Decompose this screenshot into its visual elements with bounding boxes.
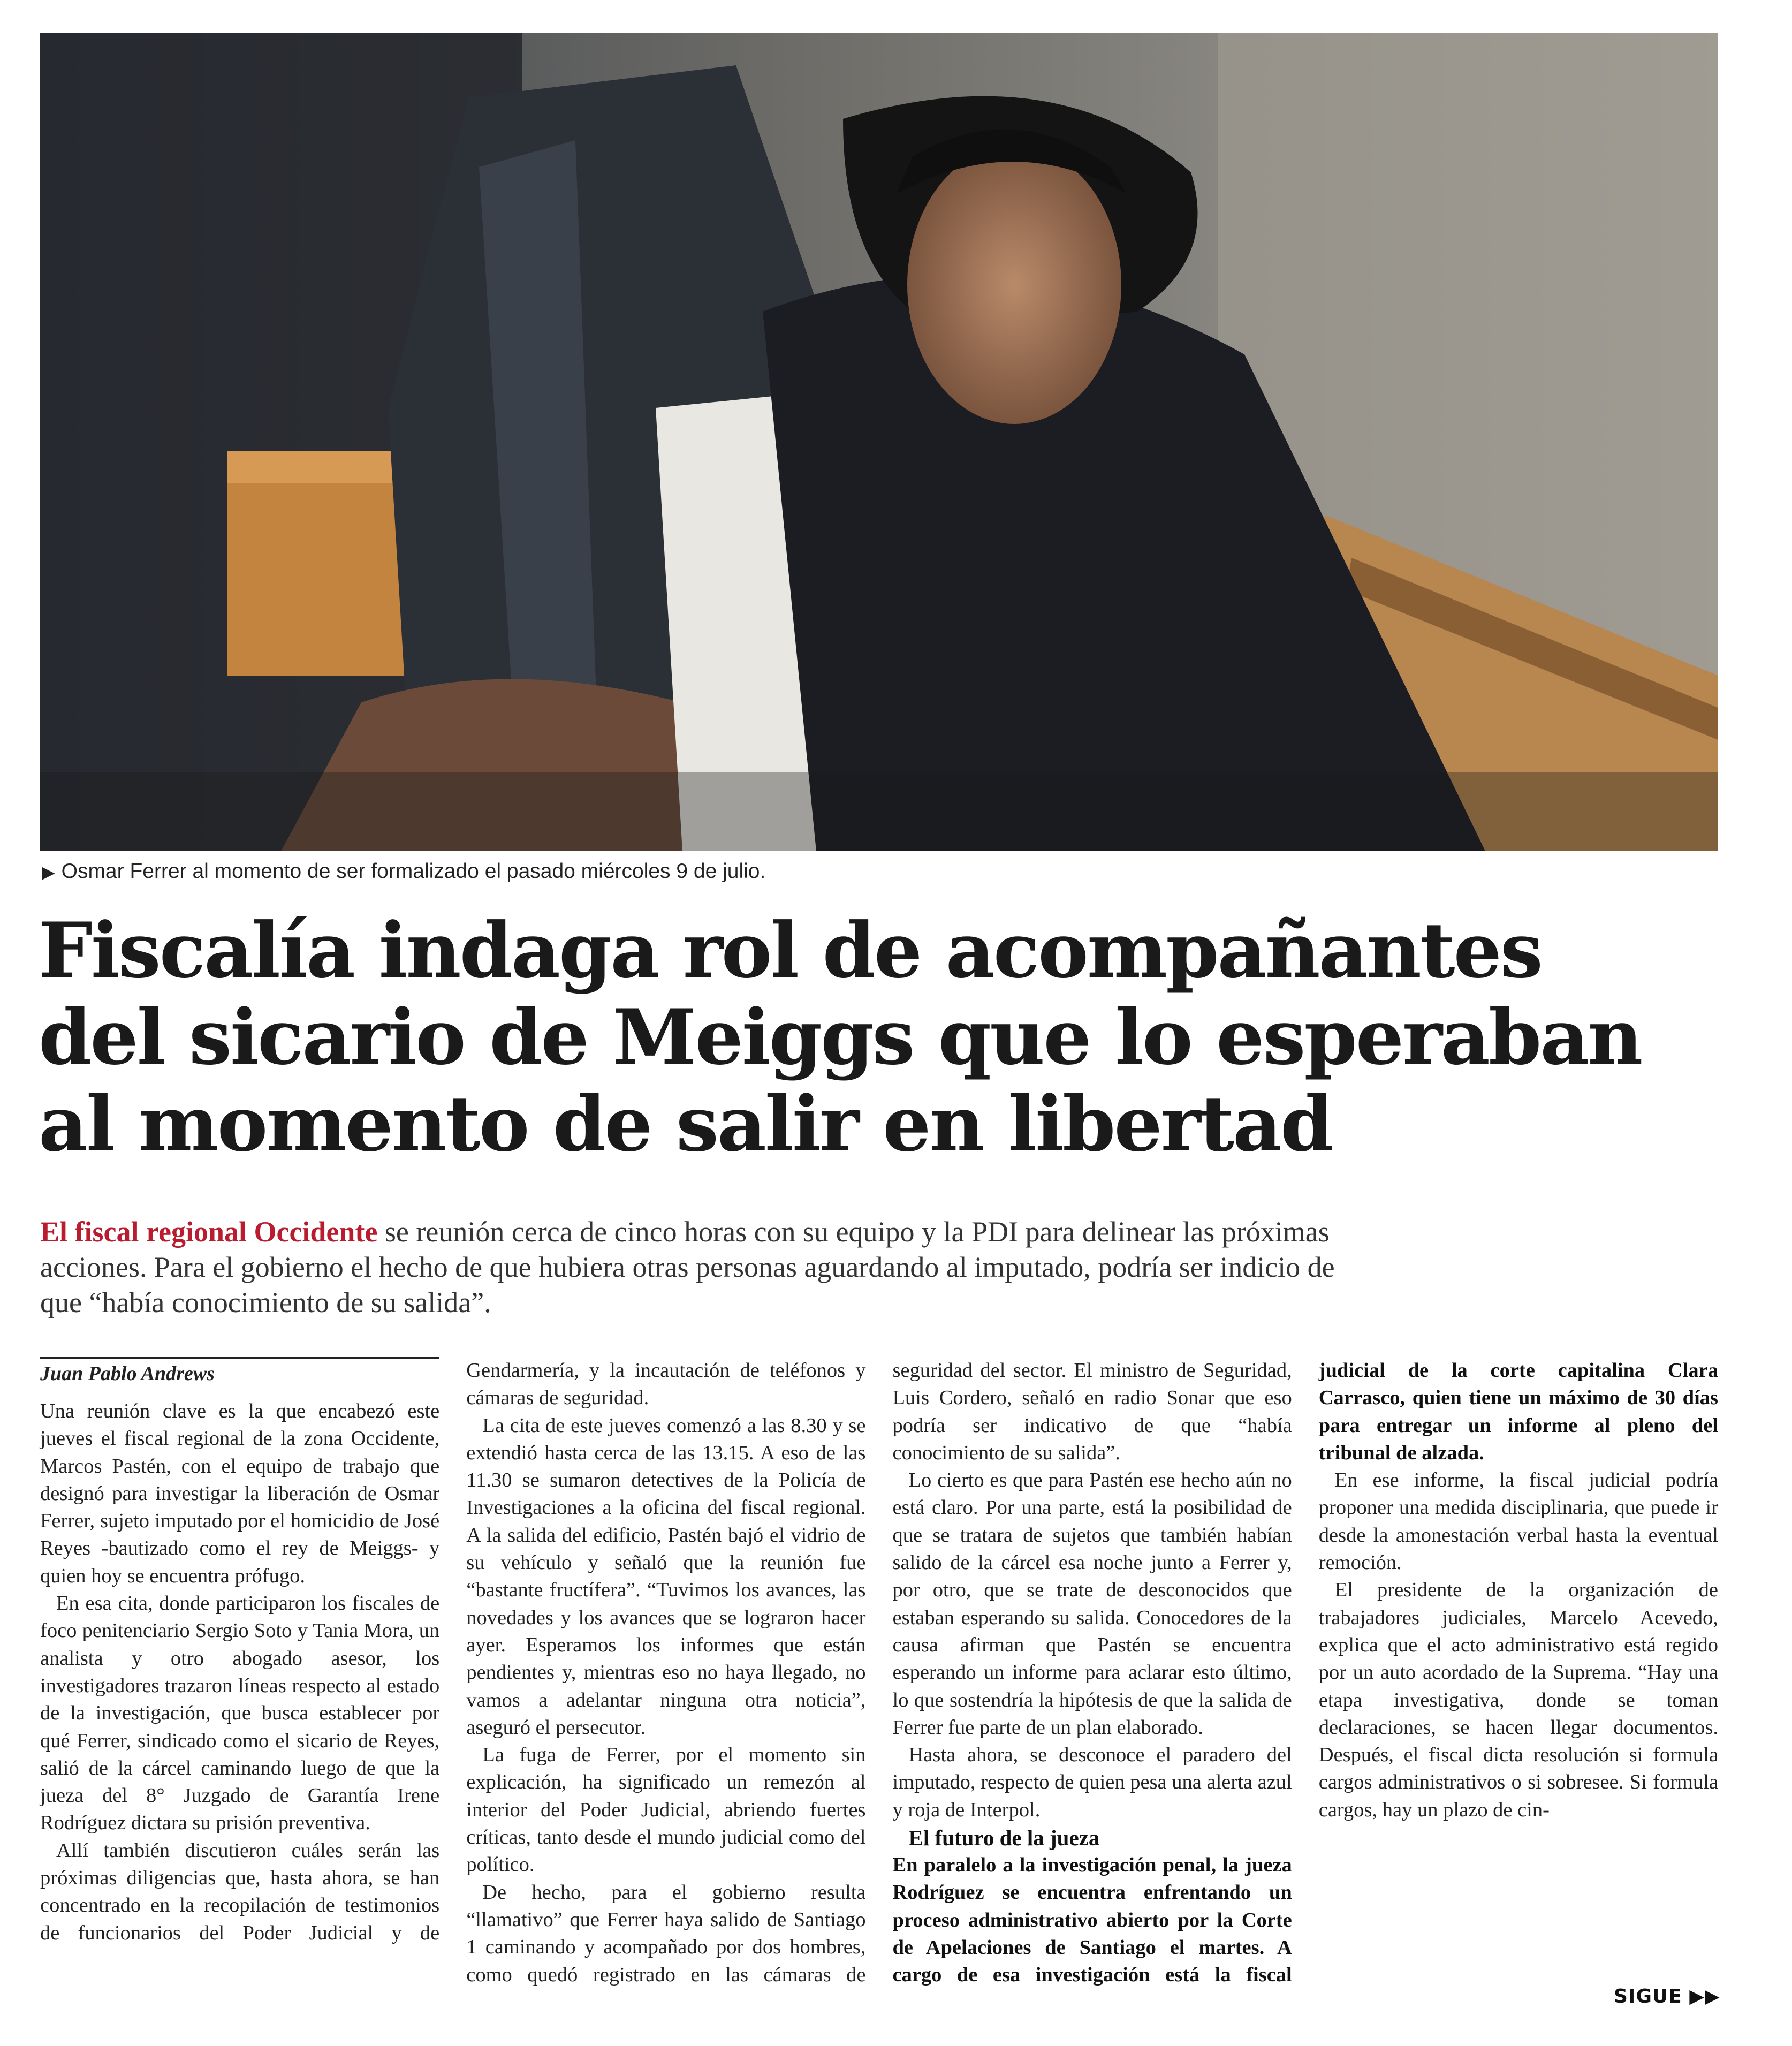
lead-paragraph [40, 1214, 1368, 1320]
headline-line-1: Fiscalía indaga rol de acompañantes [39, 906, 1542, 995]
body-paragraph: En esa cita, donde participaron los fiscales de foco penitenciario Sergio Soto y Tania Mora, un analista y otro abogado asesor, los investigadores trazaron líneas respecto al estado de la investigación, que busca establecer por qué Ferrer, sindicado como el sicario de Reyes, salió de la cárcel caminando luego de que la jueza del 8° Juzgado de Garantía Irene Rodríguez dictara su prisión preventiva. [40, 1592, 440, 1835]
body-paragraph: Hasta ahora, se desconoce el paradero del imputado, respecto de quien pesa una alerta azul y roja de Interpol. [892, 1744, 1292, 1821]
article-photo [40, 33, 1718, 851]
body-paragraph: La cita de este jueves comenzó a las 8.30 y se extendió hasta cerca de las 13.15. A eso de las 11.30 se sumaron detectives de la Policía de Investigaciones a la oficina del fiscal regional. A la salida del edificio, Pastén bajó el vidrio de su vehículo y señaló que la reunión fue “bastante fructífera”. “Tuvimos los avances, las novedades y los avances que se lograron hacer ayer. Esperamos los informes que están pendientes y, mientras eso no haya llegado, no vamos a adelantar ninguna otra noticia”, aseguró el persecutor. [466, 1414, 866, 1739]
headline [39, 907, 1751, 1168]
lead-highlight: El fiscal regional Occidente [40, 1216, 378, 1248]
caption-arrow-icon: ▶ [42, 862, 55, 882]
byline [40, 1357, 439, 1391]
body-paragraph: De hecho, para el gobierno resulta “llamativo” que Ferrer haya salido de Santiago 1 caminando y acompañado por dos hombres, como quedó registrado en las cámaras de seguridad del sector. El ministro de Seguridad, Luis Cordero, señaló en radio Sonar que eso podría ser indicativo de que “había conocimiento de su salida”. [466, 1359, 1292, 1986]
body-paragraph: Lo cierto es que para Pastén ese hecho aún no está claro. Por una parte, está la posibilidad de que se tratara de sujetos que también habían salido de la cárcel esa noche junto a Ferrer y, por otro, que se trate de desconocidos que estaban esperando su salida. Conocedores de la causa afirman que Pastén se encuentra esperando un informe para aclarar esto último, lo que sostendría la hipótesis de que la salida de Ferrer fue parte de un plan elaborado. [892, 1469, 1292, 1739]
body-paragraph-bold: En paralelo a la investigación penal, la jueza Rodríguez se encuentra enfrentando un proceso administrativo abierto por la Corte de Apelaciones de Santiago el martes. A cargo de esa investigación está la fiscal judicial de la corte capitalina Clara Carrasco, quien tiene un máximo de 30 días para entregar un informe al pleno del tribunal de alzada. [892, 1359, 1718, 1987]
body-paragraph: Allí también discutieron cuáles serán las próximas diligencias que, hasta ahora, se han concentrado en la recopilación de testimonios de funcionarios del Poder Judicial y de Gendarmería, y la incautación de teléfonos y cámaras de seguridad. [40, 1359, 866, 1944]
article-body [40, 1357, 1718, 1999]
subheading: El futuro de la jueza [908, 1825, 1100, 1851]
photo-caption [42, 855, 1701, 888]
headline-line-3: al momento de salir en libertad [39, 1080, 1332, 1169]
body-paragraph: Una reunión clave es la que encabezó este jueves el fiscal regional de la zona Occidente, Marcos Pastén, con el equipo de trabajo que designó para investigar la liberación de Osmar Ferrer, sujeto imputado por el homicidio de José Reyes -bautizado como el rey de Meiggs- y quien hoy se encuentra prófugo. [40, 1400, 440, 1587]
body-paragraph: En ese informe, la fiscal judicial podría proponer una medida disciplinaria, que puede ir desde la amonestación verbal hasta la eventual remoción. [1318, 1469, 1718, 1574]
body-paragraph: El presidente de la organización de trabajadores judiciales, Marcelo Acevedo, explica que el acto administrativo está regido por un auto acordado de la Suprema. “Hay una etapa investigativa, donde se toman declaraciones, se hacen llegar documentos. Después, el fiscal dicta resolución si formula cargos administrativos o si sobresee. Si formula cargos, hay un plazo de cin- [1318, 1579, 1718, 1821]
caption-text: Osmar Ferrer al momento de ser formalizado el pasado miércoles 9 de julio. [61, 860, 766, 883]
courtroom-photo [40, 33, 1718, 851]
body-paragraph: La fuga de Ferrer, por el momento sin explicación, ha significado un remezón al interior del Poder Judicial, abriendo fuertes críticas, tanto desde el mundo judicial como del político. [466, 1744, 866, 1876]
headline-line-2: del sicario de Meiggs que lo esperaban [39, 993, 1642, 1082]
lead-text: se reunión cerca de cinco horas con su equipo y la PDI para delinear las próximas acciones. Para el gobierno el hecho de que hubiera otras personas aguardando al imputado, podría ser indicio de que “había conocimiento de su salida”. [40, 1216, 1335, 1318]
continue-label: SIGUE ▶▶ [1614, 1986, 1720, 2007]
byline-author: Juan Pablo Andrews [40, 1359, 439, 1391]
